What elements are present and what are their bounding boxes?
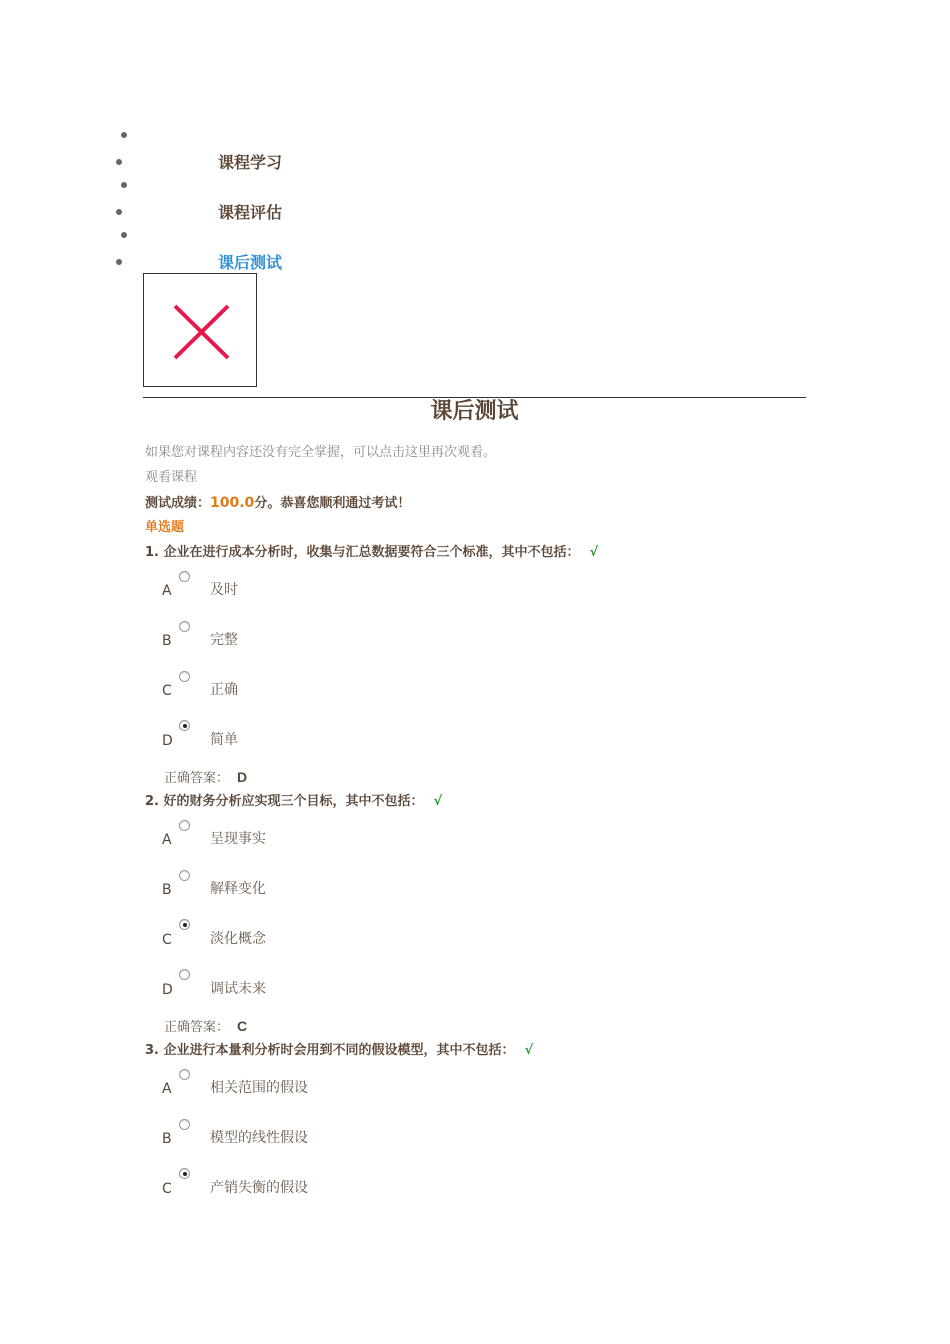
option-radio-3b[interactable] [179,1119,190,1130]
broken-image-x-icon [144,274,256,386]
answer-value: D [237,769,248,785]
option-radio-3c[interactable] [179,1168,190,1179]
option-letter: C [162,932,172,948]
score-prefix: 测试成绩： [145,496,211,511]
list-bullet [116,159,122,165]
section-title: 单选题 [145,520,185,535]
test-score [145,494,410,513]
nav-item-course-study[interactable]: 课程学习 [218,153,283,172]
list-bullet [116,259,122,265]
option-text: 产销失衡的假设 [210,1180,308,1196]
option-letter: B [162,882,172,898]
answer-label: 正确答案： [164,1020,230,1035]
option-radio-3a[interactable] [179,1069,190,1080]
option-letter: B [162,633,172,649]
option-letter: A [162,1081,172,1097]
question-text: 1. 企业在进行成本分析时，收集与汇总数据要符合三个标准，其中不包括： [145,545,580,560]
answer-label: 正确答案： [164,771,230,786]
score-value: 100.0 [210,495,255,511]
option-radio-2d[interactable] [179,969,190,980]
broken-image [143,273,257,387]
page-title: 课后测试 [430,398,519,424]
option-text: 模型的线性假设 [210,1130,308,1146]
option-letter: C [162,683,172,699]
option-text: 淡化概念 [210,931,266,947]
option-radio-2b[interactable] [179,870,190,881]
correct-answer [164,768,247,788]
correct-answer [164,1017,247,1037]
option-text: 及时 [210,582,238,598]
question-text: 2. 好的财务分析应实现三个目标，其中不包括： [145,794,424,809]
option-text: 相关范围的假设 [210,1080,308,1096]
nav-item-post-test[interactable]: 课后测试 [218,253,283,272]
option-radio-2c[interactable] [179,919,190,930]
option-radio-1a[interactable] [179,571,190,582]
nav-item-course-evaluation[interactable]: 课程评估 [218,203,283,222]
option-letter: B [162,1131,172,1147]
list-bullet [121,232,127,238]
option-letter: A [162,583,172,599]
option-text: 正确 [210,682,238,698]
correct-check-icon: √ [589,545,599,560]
question-2 [145,793,442,811]
intro-text: 如果您对课程内容还没有完全掌握，可以点击这里再次观看。 [145,445,497,460]
option-radio-1c[interactable] [179,671,190,682]
option-letter: D [162,982,173,998]
answer-value: C [237,1018,248,1034]
option-radio-1d[interactable] [179,720,190,731]
option-text: 调试未来 [210,981,266,997]
correct-check-icon: √ [524,1043,534,1058]
option-text: 完整 [210,632,238,648]
option-text: 简单 [210,732,238,748]
option-radio-2a[interactable] [179,820,190,831]
correct-check-icon: √ [433,794,443,809]
list-bullet [121,182,127,188]
watch-course-link[interactable]: 观看课程 [145,470,198,485]
question-text: 3. 企业进行本量利分析时会用到不同的假设模型，其中不包括： [145,1043,515,1058]
score-suffix: 分。恭喜您顺利通过考试！ [254,496,411,511]
question-1 [145,544,598,562]
option-letter: A [162,832,172,848]
list-bullet [121,132,127,138]
option-letter: D [162,733,173,749]
option-radio-1b[interactable] [179,621,190,632]
list-bullet [116,209,122,215]
option-text: 解释变化 [210,881,266,897]
option-letter: C [162,1181,172,1197]
question-3 [145,1042,533,1060]
option-text: 呈现事实 [210,831,266,847]
